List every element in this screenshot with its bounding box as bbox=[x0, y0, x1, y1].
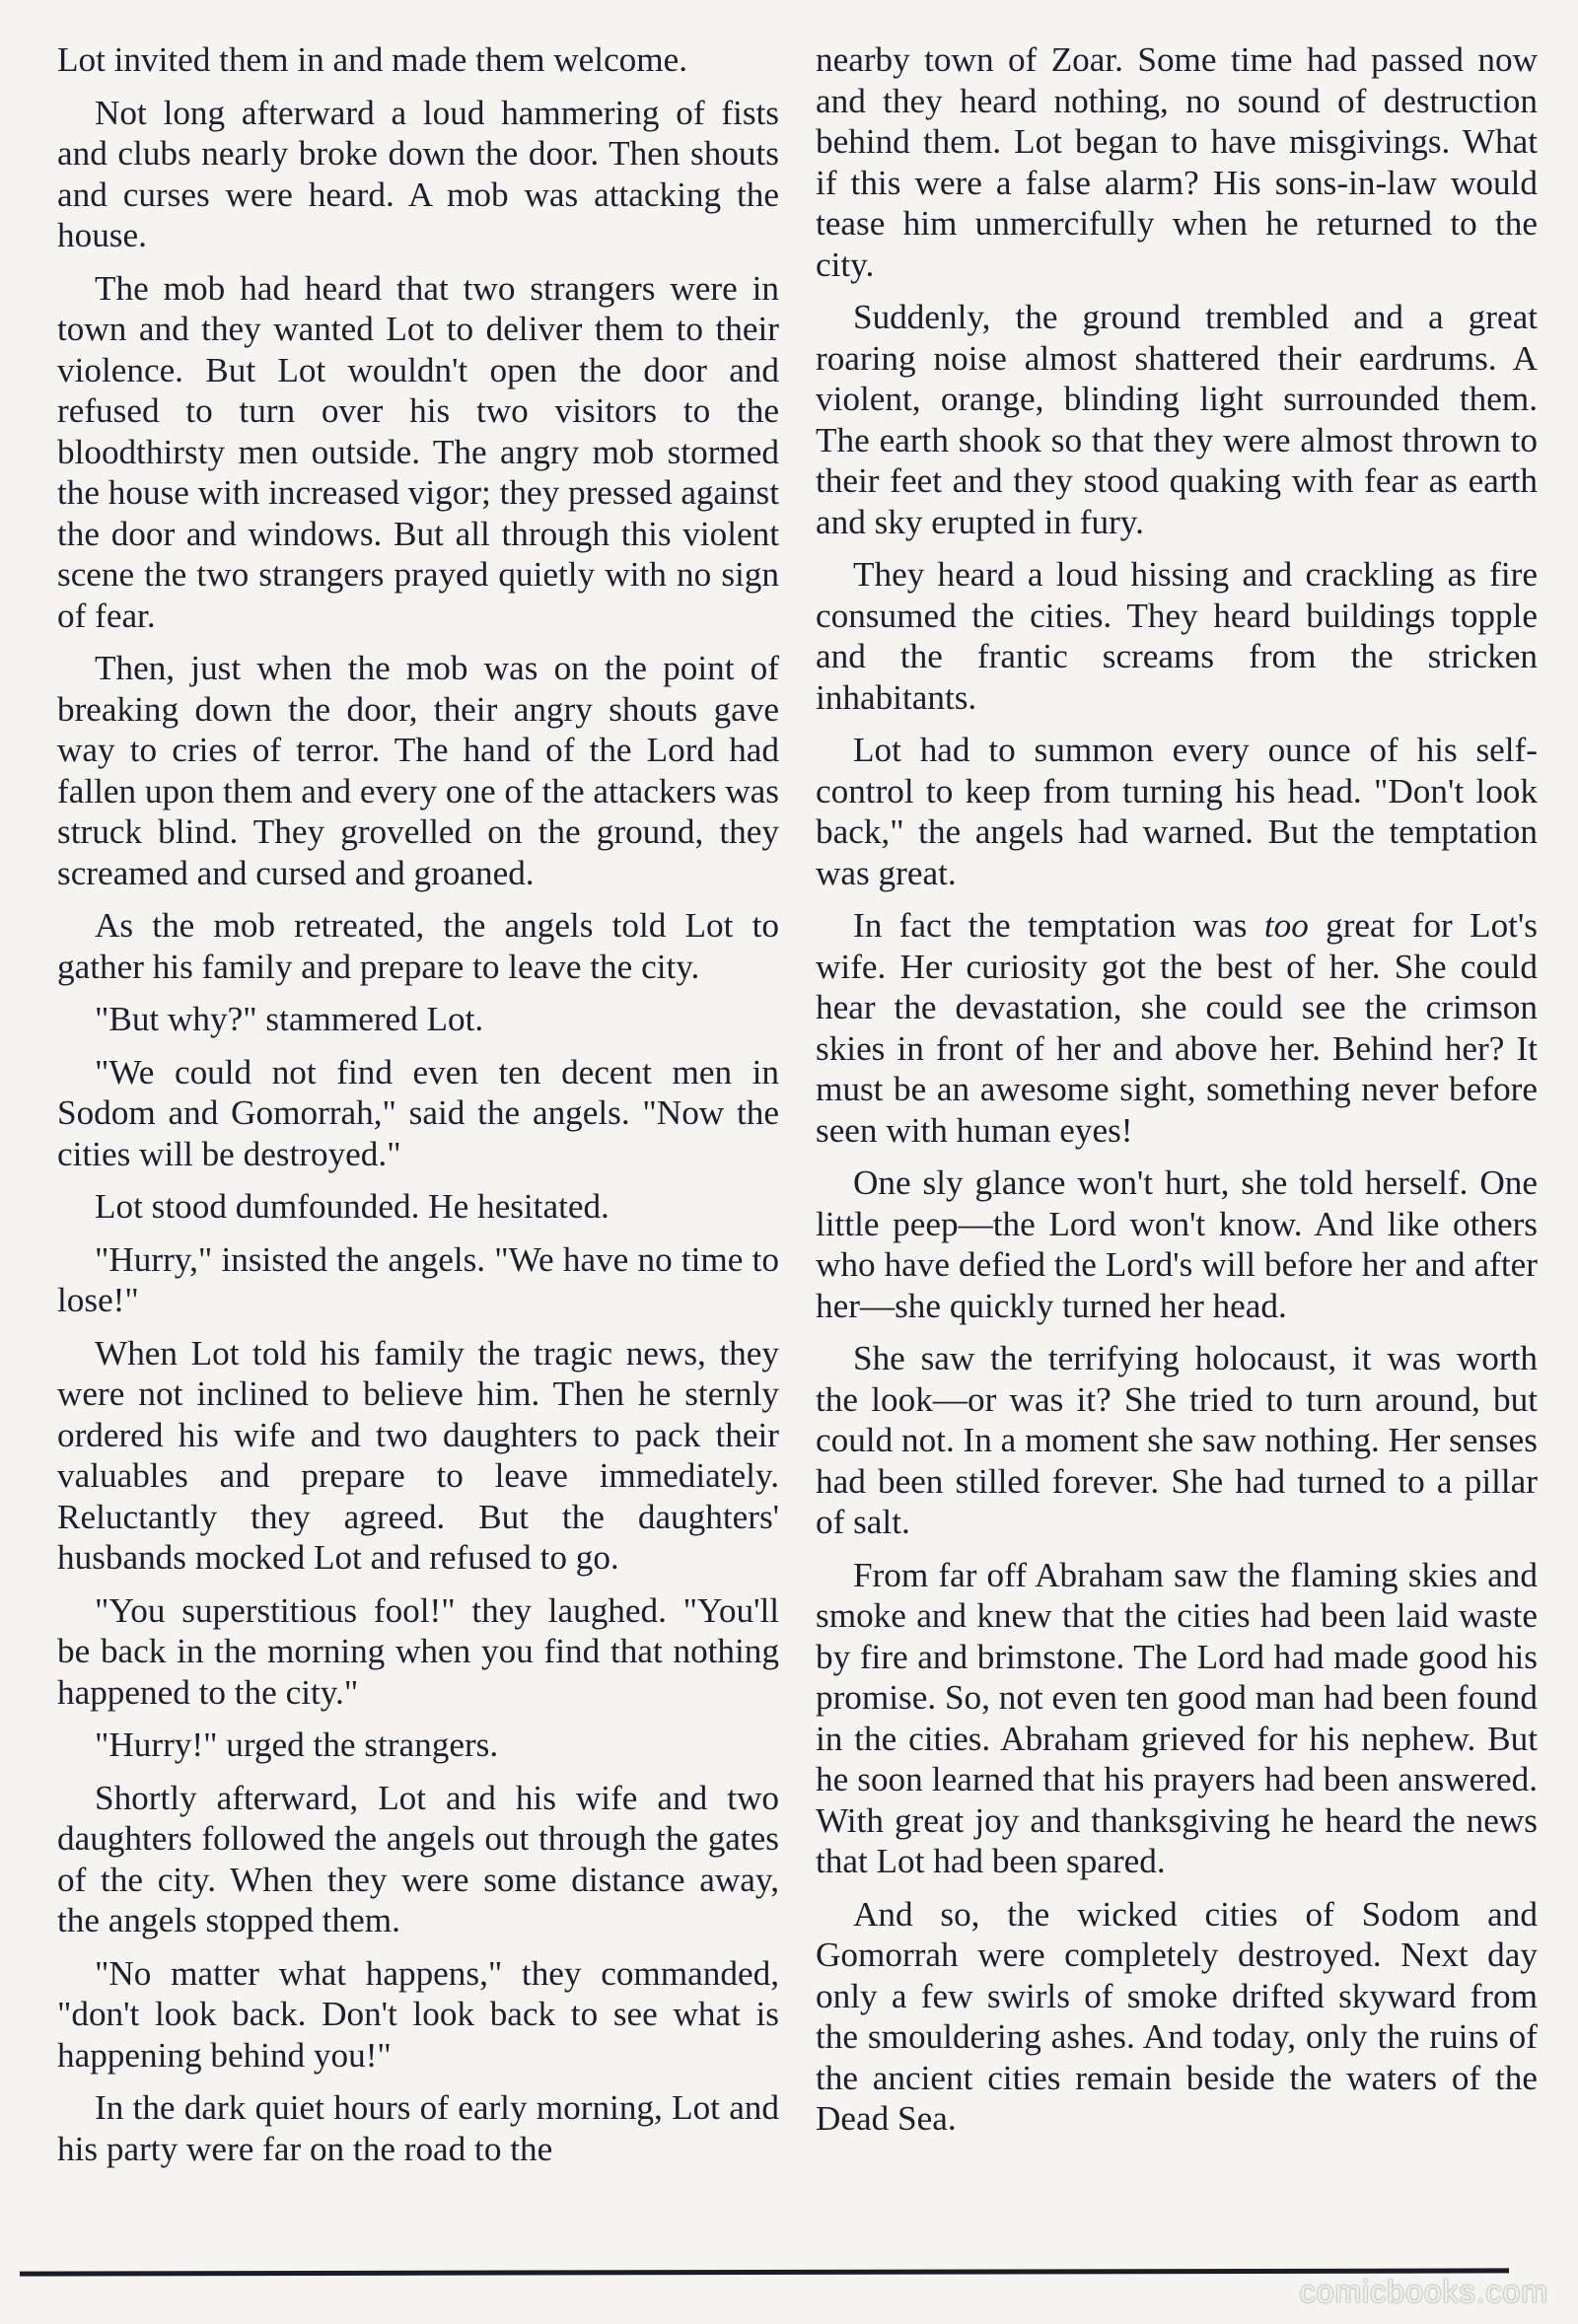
paragraph: The mob had heard that two strangers were in town and they wanted Lot to deliver them to their violence. But Lot wouldn't open the door and refused to turn over his two visitors to the bloodthirsty men outside. The angry mob stormed the house with increased vigor; they pressed against the door and windows. But all through this violent scene the two strangers prayed quietly with no sign of fear. bbox=[57, 268, 779, 635]
watermark: comicbooks.com bbox=[1299, 2274, 1548, 2309]
paragraph: One sly glance won't hurt, she told herself. One little peep—the Lord won't know. And like others who have defied the Lord's will before her and after her—she quickly turned her head. bbox=[816, 1163, 1538, 1325]
paragraph: In the dark quiet hours of early morning, Lot and his party were far on the road to the bbox=[57, 2088, 779, 2168]
paragraph-text: great for Lot's wife. Her curiosity got the best of her. She could hear the devastation, she could see the crimson skies in front of her and above her. Behind her? It must be an awesome sight, something never before seen with human eyes! bbox=[816, 906, 1538, 1150]
paragraph: "Hurry," insisted the angels. "We have no time to lose!" bbox=[57, 1239, 779, 1319]
paragraph: "But why?" stammered Lot. bbox=[95, 1000, 484, 1038]
paragraph: Then, just when the mob was on the point of breaking down the door, their angry shouts gave way to cries of terror. The hand of the Lord had fallen upon them and every one of the attackers was struck blind. They grovelled on the ground, they screamed and cursed and groaned. bbox=[57, 649, 779, 892]
emphasis-text: too bbox=[1263, 906, 1309, 945]
paragraph bbox=[816, 905, 1538, 1151]
paragraph: They heard a loud hissing and crackling as fire consumed the cities. They heard buildings topple and the frantic screams from the stricken inhabitants. bbox=[816, 555, 1538, 717]
paragraph: From far off Abraham saw the flaming skies and smoke and knew that the cities had been laid waste by fire and brimstone. The Lord had made good his promise. So, not even ten good man had been found in the cities. Abraham grieved for his nephew. But he soon learned that his prayers had been answered. With great joy and thanksgiving he heard the news that Lot had been spared. bbox=[816, 1555, 1538, 1880]
paragraph: Not long afterward a loud hammering of fists and clubs nearly broke down the door. Then shouts and curses were heard. A mob was attacking the house. bbox=[57, 93, 779, 254]
left-text-column bbox=[57, 39, 779, 2181]
bottom-rule bbox=[20, 2268, 1509, 2276]
paragraph: Suddenly, the ground trembled and a great roaring noise almost shattered their eardrums. A violent, orange, blinding light surrounded them. The earth shook so that they were almost thrown to their feet and they stood quaking with fear as earth and sky erupted in fury. bbox=[816, 298, 1538, 541]
paragraph: And so, the wicked cities of Sodom and Gomorrah were completely destroyed. Next day only a few swirls of smoke drifted skyward from the smouldering ashes. And today, only the ruins of the ancient cities remain beside the waters of the Dead Sea. bbox=[816, 1894, 1538, 2138]
paragraph: When Lot told his family the tragic news, they were not inclined to believe him. Then he sternly ordered his wife and two daughters to pack their valuables and prepare to leave immediately. Reluctantly they agreed. But the daughters' husbands mocked Lot and refused to go. bbox=[57, 1333, 779, 1577]
paragraph: "We could not find even ten decent men in Sodom and Gomorrah," said the angels. "Now the cities will be destroyed." bbox=[57, 1052, 779, 1173]
paragraph: Lot invited them in and made them welcome. bbox=[57, 40, 688, 79]
right-text-column bbox=[816, 39, 1538, 2151]
paragraph: She saw the terrifying holocaust, it was worth the look—or was it? She tried to turn around, but could not. In a moment she saw nothing. Her senses had been stilled forever. She had turned to a pillar of salt. bbox=[816, 1339, 1538, 1541]
paragraph-text: In fact the temptation was bbox=[853, 906, 1264, 945]
paragraph: nearby town of Zoar. Some time had passed now and they heard nothing, no sound of destruction behind them. Lot began to have misgivings. What if this were a false alarm? His sons-in-law would tease him unmercifully when he returned to the city. bbox=[816, 40, 1538, 284]
paragraph: "Hurry!" urged the strangers. bbox=[95, 1725, 499, 1764]
paragraph: "No matter what happens," they commanded, "don't look back. Don't look back to see what is happening behind you!" bbox=[57, 1953, 779, 2075]
paragraph: "You superstitious fool!" they laughed. "You'll be back in the morning when you find that nothing happened to the city." bbox=[57, 1590, 779, 1712]
paragraph: Lot had to summon every ounce of his self-control to keep from turning his head. "Don't look back," the angels had warned. But the temptation was great. bbox=[816, 731, 1538, 892]
paragraph: As the mob retreated, the angels told Lot to gather his family and prepare to leave the city. bbox=[57, 906, 779, 986]
paragraph: Lot stood dumfounded. He hesitated. bbox=[95, 1187, 610, 1226]
paragraph: Shortly afterward, Lot and his wife and two daughters followed the angels out through the gates of the city. When they were some distance away, the angels stopped them. bbox=[57, 1778, 779, 1939]
